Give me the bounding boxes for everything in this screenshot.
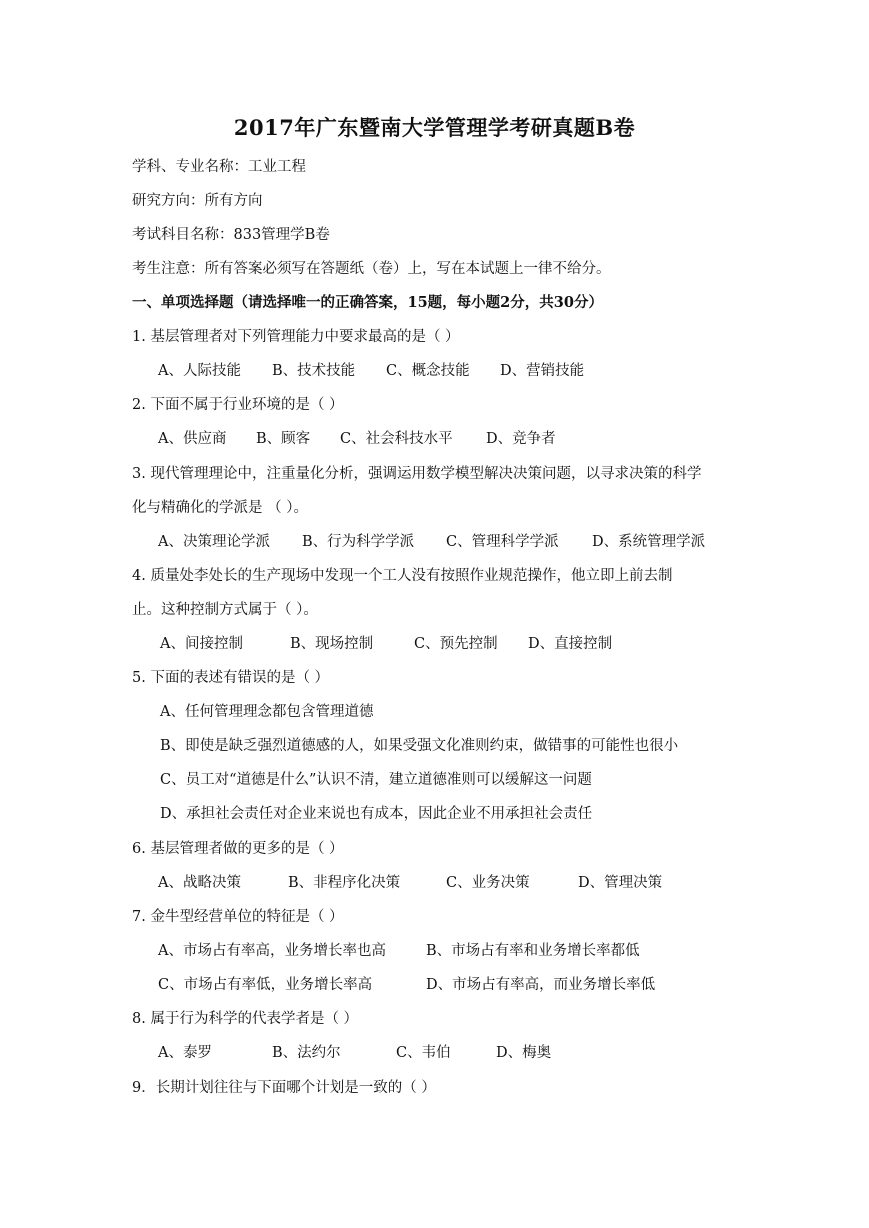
question-6-option-b: B、非程序化决策 bbox=[288, 875, 401, 891]
question-3-option-b: B、行为科学学派 bbox=[302, 534, 415, 550]
question-3-option-a: A、决策理论学派 bbox=[158, 534, 270, 550]
question-1-option-c: C、概念技能 bbox=[386, 363, 470, 379]
question-2-option-b: B、顾客 bbox=[256, 431, 311, 447]
question-2-option-d: D、竞争者 bbox=[486, 431, 556, 447]
subject-line: 学科、专业名称：工业工程 bbox=[132, 159, 306, 175]
question-8-option-c: C、韦伯 bbox=[396, 1045, 451, 1061]
question-4-option-b: B、现场控制 bbox=[290, 636, 374, 652]
question-3-options bbox=[0, 531, 740, 553]
question-2-options bbox=[0, 428, 740, 450]
question-8-option-b: B、法约尔 bbox=[272, 1045, 341, 1061]
question-8-stem: 8. 属于行为科学的代表学者是（ ） bbox=[132, 1011, 359, 1027]
question-5-option-d: D、承担社会责任对企业来说也有成本，因此企业不用承担社会责任 bbox=[160, 806, 593, 822]
question-3-option-c: C、管理科学学派 bbox=[446, 534, 559, 550]
question-7-options-row2 bbox=[0, 974, 740, 996]
question-7-stem: 7. 金牛型经营单位的特征是（ ） bbox=[132, 909, 344, 925]
question-1-option-d: D、营销技能 bbox=[500, 363, 585, 379]
question-5-option-a: A、任何管理理念都包含管理道德 bbox=[160, 704, 374, 720]
question-3-stem-line1: 3. 现代管理理论中，注重量化分析，强调运用数学模型解决决策问题，以寻求决策的科学 bbox=[132, 466, 702, 482]
question-4-option-c: C、预先控制 bbox=[414, 636, 498, 652]
question-2-option-c: C、社会科技水平 bbox=[340, 431, 453, 447]
question-6-option-d: D、管理决策 bbox=[578, 875, 663, 891]
question-1-stem: 1. 基层管理者对下列管理能力中要求最高的是（ ） bbox=[132, 329, 460, 345]
question-1-option-b: B、技术技能 bbox=[272, 363, 356, 379]
page-title: 2017年广东暨南大学管理学考研真题B卷 bbox=[233, 115, 636, 140]
question-6-stem: 6. 基层管理者做的更多的是（ ） bbox=[132, 841, 344, 857]
question-7-option-b: B、市场占有率和业务增长率都低 bbox=[426, 943, 640, 959]
section-heading: 一、单项选择题（请选择唯一的正确答案，15题，每小题2分，共30分） bbox=[132, 294, 603, 311]
direction-line: 研究方向：所有方向 bbox=[132, 193, 263, 209]
question-2-option-a: A、供应商 bbox=[158, 431, 227, 447]
question-1-options bbox=[0, 360, 740, 382]
question-6-option-a: A、战略决策 bbox=[158, 875, 241, 891]
question-4-option-a: A、间接控制 bbox=[160, 636, 243, 652]
question-9-stem: 9．长期计划往往与下面哪个计划是一致的（ ） bbox=[132, 1080, 436, 1096]
question-3-stem-line2: 化与精确化的学派是 （ ）。 bbox=[132, 500, 308, 516]
question-5-option-c: C、员工对“道德是什么”认识不清，建立道德准则可以缓解这一问题 bbox=[160, 772, 592, 788]
question-5-option-b: B、即使是缺乏强烈道德感的人，如果受强文化准则约束，做错事的可能性也很小 bbox=[160, 738, 679, 754]
question-5-stem: 5. 下面的表述有错误的是（ ） bbox=[132, 670, 330, 686]
question-8-option-a: A、泰罗 bbox=[158, 1045, 212, 1061]
question-7-option-d: D、市场占有率高，而业务增长率低 bbox=[426, 977, 656, 993]
question-6-option-c: C、业务决策 bbox=[446, 875, 530, 891]
question-7-option-c: C、市场占有率低，业务增长率高 bbox=[158, 977, 373, 993]
question-8-options bbox=[0, 1042, 740, 1064]
question-4-option-d: D、直接控制 bbox=[528, 636, 613, 652]
question-4-options bbox=[0, 633, 740, 655]
exam-name-line: 考试科目名称：833管理学B卷 bbox=[132, 227, 330, 243]
question-7-option-a: A、市场占有率高，业务增长率也高 bbox=[158, 943, 386, 959]
question-3-option-d: D、系统管理学派 bbox=[592, 534, 706, 550]
question-2-stem: 2. 下面不属于行业环境的是（ ） bbox=[132, 397, 344, 413]
question-4-stem-line2: 止。这种控制方式属于（ ）。 bbox=[132, 602, 318, 618]
question-6-options bbox=[0, 872, 740, 894]
question-8-option-d: D、梅奥 bbox=[496, 1045, 552, 1061]
notice-line: 考生注意：所有答案必须写在答题纸（卷）上，写在本试题上一律不给分。 bbox=[132, 261, 611, 277]
question-1-option-a: A、人际技能 bbox=[158, 363, 241, 379]
question-7-options-row1 bbox=[0, 940, 740, 962]
question-4-stem-line1: 4. 质量处李处长的生产现场中发现一个工人没有按照作业规范操作，他立即上前去制 bbox=[132, 568, 673, 584]
